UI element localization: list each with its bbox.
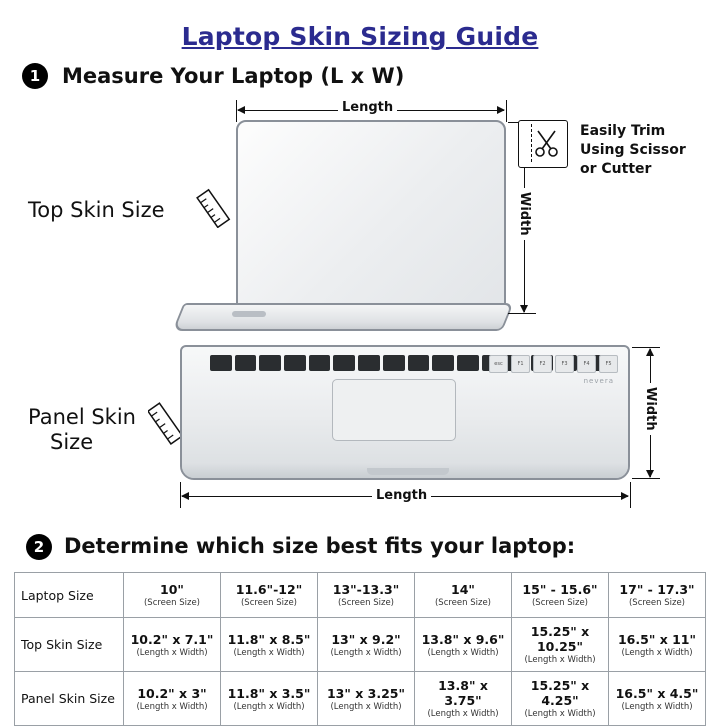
table-row <box>15 672 706 726</box>
step-1-text: Measure Your Laptop (L x W) <box>62 64 405 88</box>
table-header-cell <box>512 573 609 618</box>
table-header-label: 13"-13.3" <box>332 582 400 597</box>
key <box>383 355 405 371</box>
table-cell <box>221 618 318 672</box>
top-skin-label: Top Skin Size <box>28 198 165 222</box>
table-cell-sub: (Length x Width) <box>233 701 305 712</box>
key <box>259 355 281 371</box>
table-cell-value: 11.8" x 8.5" <box>227 631 311 647</box>
trim-note <box>580 122 686 179</box>
table-cell-sub: (Length x Width) <box>330 701 402 712</box>
table-header-sub: (Screen Size) <box>434 598 491 608</box>
table-header-label: 10" <box>160 582 184 597</box>
width-top-arrow-down <box>520 305 528 313</box>
step-2-badge: 2 <box>26 534 52 560</box>
key <box>210 355 232 371</box>
table-header-sub: (Screen Size) <box>240 598 297 608</box>
fn-key: F4 <box>577 355 596 373</box>
table-cell <box>221 672 318 726</box>
function-key-row <box>489 355 618 373</box>
table-cell-value: 10.2" x 7.1" <box>130 631 214 647</box>
table-cell <box>512 618 609 672</box>
trim-note-line-1: Easily Trim <box>580 123 666 139</box>
table-header-sub: (Screen Size) <box>143 598 200 608</box>
table-cell <box>415 672 512 726</box>
key <box>358 355 380 371</box>
table-cell <box>415 618 512 672</box>
scissors-icon <box>534 128 562 158</box>
key <box>457 355 479 371</box>
table-cell-value: 15.25" x 10.25" <box>530 624 590 654</box>
table-header-cell <box>415 573 512 618</box>
table-header-label: Laptop Size <box>21 587 94 603</box>
table-header-label: 17" - 17.3" <box>619 582 695 597</box>
width-bottom-arrow-down <box>646 470 654 478</box>
table-header-sub: (Screen Size) <box>337 598 394 608</box>
table-header-label: 15" - 15.6" <box>522 582 598 597</box>
key <box>333 355 355 371</box>
table-header-label: 14" <box>451 582 475 597</box>
key <box>284 355 306 371</box>
length-bottom-arrow-left <box>181 492 189 500</box>
ruler-icon <box>196 188 232 228</box>
trackpad <box>332 379 456 441</box>
table-cell-sub: (Length x Width) <box>621 701 693 712</box>
fn-key: F3 <box>555 355 574 373</box>
deck-front-lip <box>367 468 449 475</box>
table-cell-value: 16.5" x 11" <box>617 631 697 647</box>
panel-skin-label-line-1: Panel Skin <box>28 405 136 429</box>
length-top-label: Length <box>338 100 397 115</box>
table-header-cell <box>124 573 221 618</box>
table-cell-sub: (Length x Width) <box>524 709 596 719</box>
length-top-tick-right <box>506 100 507 122</box>
table-cell <box>609 672 706 726</box>
table-cell <box>318 618 415 672</box>
table-cell-value: 13" x 9.2" <box>331 631 401 647</box>
laptop-lid-illustration <box>236 120 506 315</box>
table-header-sub: (Screen Size) <box>628 598 685 608</box>
table-cell-sub: (Length x Width) <box>524 655 596 665</box>
length-top-arrow-left <box>237 106 245 114</box>
fn-key: F1 <box>511 355 530 373</box>
table-header-row <box>15 573 706 618</box>
table-header-label: 11.6"-12" <box>235 582 303 597</box>
width-bottom-label: Width <box>643 383 658 435</box>
table-cell-sub: (Length x Width) <box>621 647 693 658</box>
laptop-deck-illustration <box>180 345 630 480</box>
trim-note-line-2: Using Scissor <box>580 141 686 158</box>
width-bottom-arrow-up <box>646 348 654 356</box>
key <box>235 355 257 371</box>
step-1-badge: 1 <box>22 63 48 89</box>
trim-dashed-line <box>531 124 532 162</box>
table-row-header: Top Skin Size <box>15 618 124 672</box>
table-header-cell <box>609 573 706 618</box>
table-cell-value: 13.8" x 3.75" <box>438 678 488 708</box>
width-bottom-tick-lower <box>632 478 660 479</box>
table-cell <box>512 672 609 726</box>
key <box>309 355 331 371</box>
table-cell-value: 16.5" x 4.5" <box>615 685 699 701</box>
ruler-icon-panel <box>148 400 184 446</box>
sizing-table <box>14 572 706 726</box>
trim-note-line-3: or Cutter <box>580 160 652 177</box>
table-row <box>15 618 706 672</box>
table-cell-value: 13.8" x 9.6" <box>421 631 505 647</box>
key <box>408 355 430 371</box>
table-row-header: Panel Skin Size <box>15 672 124 726</box>
page-title: Laptop Skin Sizing Guide <box>181 22 539 51</box>
fn-key: esc <box>489 355 508 373</box>
key <box>432 355 454 371</box>
sizing-table-wrap <box>14 572 706 726</box>
width-top-label: Width <box>517 188 532 240</box>
table-header-cell <box>318 573 415 618</box>
table-cell-sub: (Length x Width) <box>427 647 499 658</box>
table-cell-value: 15.25" x 4.25" <box>530 678 590 708</box>
panel-skin-label-line-2: Size <box>50 430 94 454</box>
table-cell <box>124 618 221 672</box>
table-cell <box>124 672 221 726</box>
fn-key: F2 <box>533 355 552 373</box>
table-header-sub: (Screen Size) <box>531 598 588 608</box>
table-header-cell <box>221 573 318 618</box>
table-cell <box>609 618 706 672</box>
length-top-arrow-right <box>497 106 505 114</box>
table-cell-sub: (Length x Width) <box>330 647 402 658</box>
table-cell-sub: (Length x Width) <box>136 701 208 712</box>
laptop-base-illustration <box>172 303 513 331</box>
table-cell-value: 13" x 3.25" <box>326 685 406 701</box>
length-bottom-label: Length <box>372 488 431 503</box>
table-header-cell <box>15 573 124 618</box>
table-cell-value: 10.2" x 3" <box>137 685 207 701</box>
table-cell-sub: (Length x Width) <box>136 647 208 658</box>
length-bottom-arrow-right <box>621 492 629 500</box>
laptop-hinge-notch <box>232 311 266 317</box>
step-2-text: Determine which size best fits your laptop: <box>64 534 576 558</box>
table-cell <box>318 672 415 726</box>
table-cell-value: 11.8" x 3.5" <box>227 685 311 701</box>
width-top-tick-lower <box>508 313 536 314</box>
length-bottom-tick-right <box>630 482 631 508</box>
table-cell-sub: (Length x Width) <box>233 647 305 658</box>
fn-key: F5 <box>599 355 618 373</box>
table-cell-sub: (Length x Width) <box>427 709 499 719</box>
deck-brand-text: nevera <box>583 377 614 385</box>
